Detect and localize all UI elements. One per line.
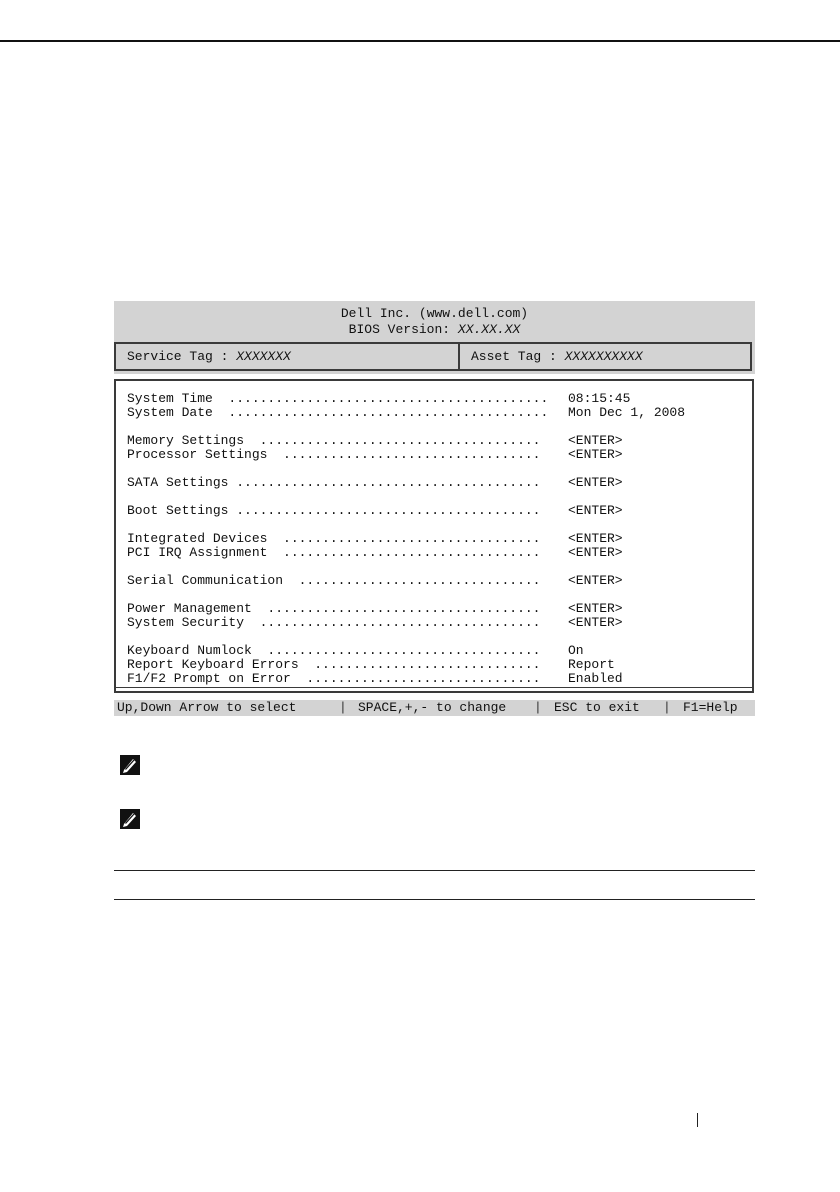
setting-value[interactable]: <ENTER>	[568, 447, 623, 462]
bios-setup-screen	[114, 301, 755, 716]
setting-value[interactable]: Mon Dec 1, 2008	[568, 405, 686, 420]
setting-keyboard-numlock[interactable]	[127, 644, 747, 658]
setting-value[interactable]: <ENTER>	[568, 573, 623, 588]
status-help-hint: F1=Help	[683, 700, 738, 715]
setting-value[interactable]: <ENTER>	[568, 475, 623, 490]
table-rule-top	[114, 870, 755, 871]
setting-value[interactable]: <ENTER>	[568, 531, 623, 546]
asset-tag-box	[458, 342, 752, 371]
setting-power-management[interactable]	[127, 602, 747, 616]
status-change-hint: SPACE,+,- to change	[358, 700, 507, 715]
setting-label: SATA Settings .......................................	[127, 475, 541, 490]
bios-header	[114, 301, 755, 341]
note-pencil-icon	[119, 754, 141, 776]
settings-panel	[114, 379, 754, 693]
setting-value[interactable]: <ENTER>	[568, 601, 623, 616]
setting-label: F1/F2 Prompt on Error ..............................	[127, 671, 541, 686]
service-tag-label: Service Tag :	[127, 349, 237, 364]
setting-label: Serial Communication ...............................	[127, 573, 541, 588]
status-separator: |	[663, 700, 671, 715]
setting-value[interactable]: <ENTER>	[568, 503, 623, 518]
setting-value[interactable]: On	[568, 643, 584, 658]
setting-label: Report Keyboard Errors .............................	[127, 657, 541, 672]
setting-system-time[interactable]	[127, 392, 747, 406]
bios-version-line	[114, 322, 755, 338]
setting-report-keyboard-errors[interactable]	[127, 658, 747, 672]
service-tag-value: XXXXXXX	[236, 349, 291, 364]
setting-integrated-devices[interactable]	[127, 532, 747, 546]
setting-label: Processor Settings .................................	[127, 447, 541, 462]
status-select-hint: Up,Down Arrow to select	[117, 700, 297, 715]
setting-label: PCI IRQ Assignment .................................	[127, 545, 541, 560]
table-rule-bottom	[114, 899, 755, 900]
setting-label: Boot Settings .......................................	[127, 503, 541, 518]
setting-memory[interactable]	[127, 434, 747, 448]
asset-tag-label: Asset Tag :	[471, 349, 565, 364]
setting-processor[interactable]	[127, 448, 747, 462]
setting-label: Keyboard Numlock ...................................	[127, 643, 541, 658]
note-pencil-icon	[119, 808, 141, 830]
setting-value[interactable]: <ENTER>	[568, 545, 623, 560]
setting-value[interactable]: 08:15:45	[568, 391, 631, 406]
setting-system-security[interactable]	[127, 616, 747, 630]
setting-label: System Date .........................................	[127, 405, 549, 420]
setting-serial-communication[interactable]	[127, 574, 747, 588]
page-number-divider	[697, 1113, 698, 1127]
setting-system-date[interactable]	[127, 406, 747, 420]
setting-value[interactable]: <ENTER>	[568, 615, 623, 630]
setting-value[interactable]: <ENTER>	[568, 433, 623, 448]
vendor-line: Dell Inc. (www.dell.com)	[340, 306, 529, 321]
tag-bar	[114, 341, 755, 374]
setting-f1f2-prompt[interactable]	[127, 672, 747, 686]
service-tag-box	[114, 342, 460, 371]
setting-label: Integrated Devices .................................	[127, 531, 541, 546]
setting-label: Power Management ...................................	[127, 601, 541, 616]
setting-boot[interactable]	[127, 504, 747, 518]
bios-version-value: XX.XX.XX	[457, 322, 521, 337]
setting-value[interactable]: Report	[568, 657, 615, 672]
setting-pci-irq[interactable]	[127, 546, 747, 560]
status-exit-hint: ESC to exit	[554, 700, 640, 715]
page-top-rule	[0, 40, 840, 42]
setting-label: System Security ....................................	[127, 615, 541, 630]
setting-sata[interactable]	[127, 476, 747, 490]
status-separator: |	[534, 700, 542, 715]
status-bar	[114, 700, 755, 716]
panel-bottom-rule	[116, 687, 752, 688]
setting-value[interactable]: Enabled	[568, 671, 623, 686]
setting-label: Memory Settings ....................................	[127, 433, 541, 448]
setting-label: System Time .........................................	[127, 391, 549, 406]
status-separator: |	[339, 700, 347, 715]
asset-tag-value: XXXXXXXXXX	[564, 349, 643, 364]
bios-version-label: BIOS Version:	[348, 322, 458, 337]
